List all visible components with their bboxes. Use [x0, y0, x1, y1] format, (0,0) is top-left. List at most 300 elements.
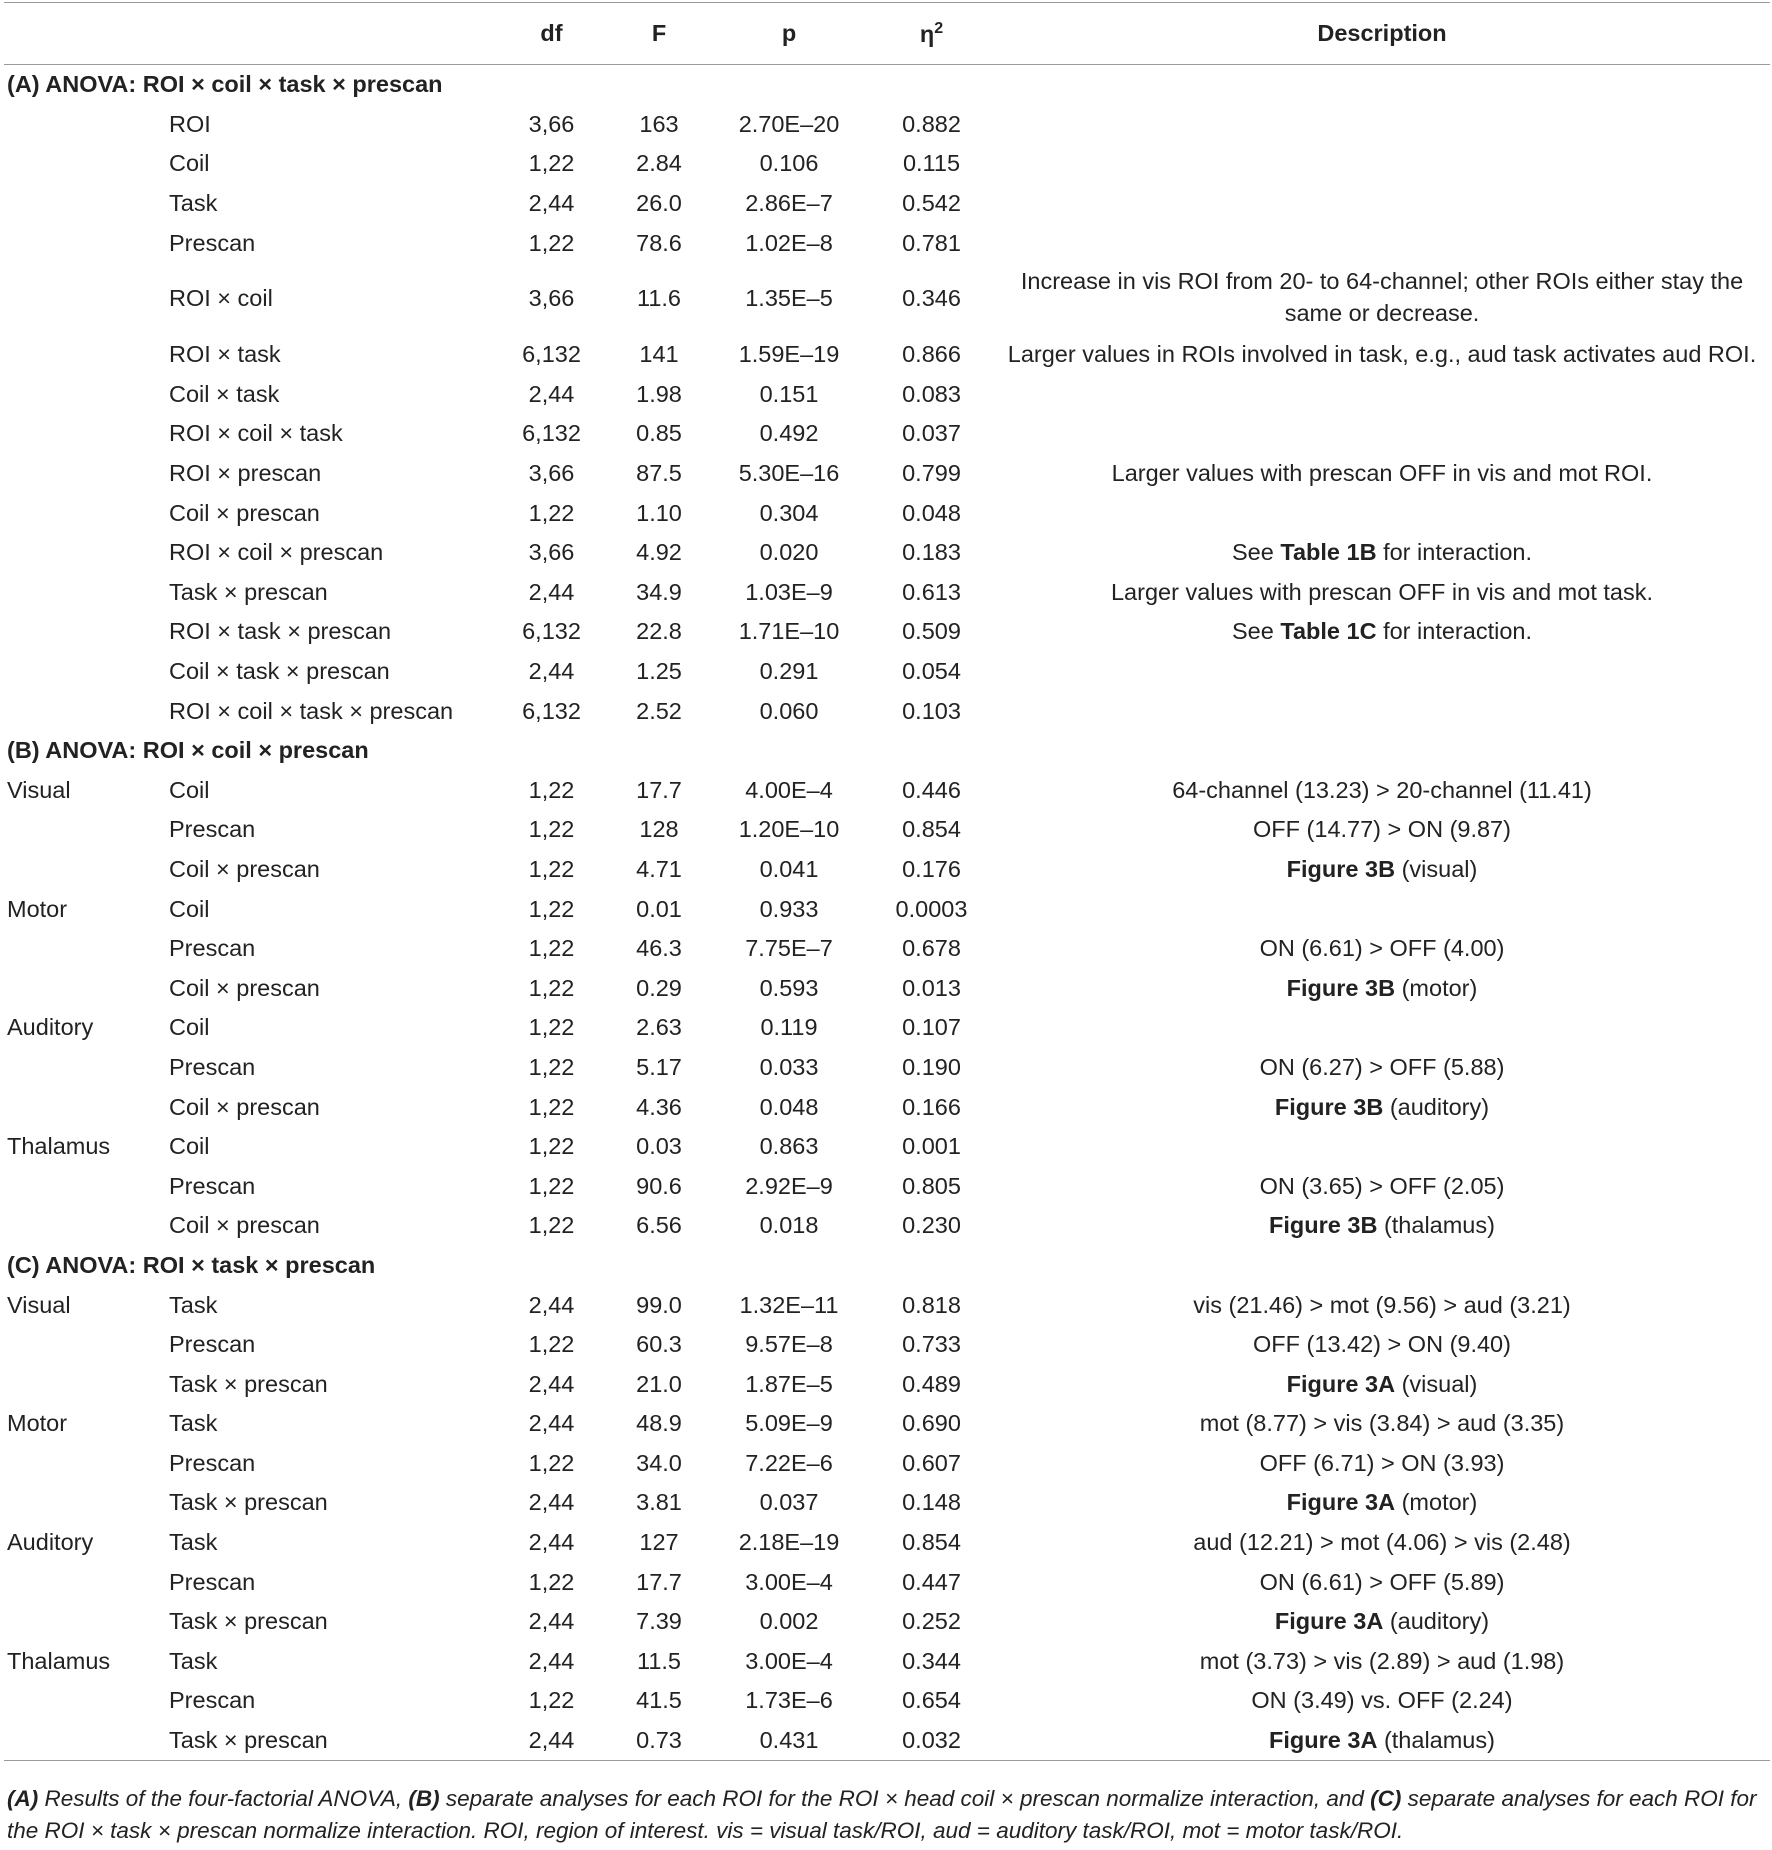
f-value-cell: 4.92: [636, 539, 682, 566]
table-row: [4, 771, 1770, 811]
description-cell: [994, 612, 1770, 652]
description-cell: [994, 810, 1770, 850]
df-cell: 1,22: [528, 776, 575, 803]
eta-squared-cell: 0.509: [902, 618, 961, 645]
description-text: See: [1232, 618, 1281, 645]
effect-cell: Task: [169, 1410, 218, 1437]
p-value-cell: 0.291: [759, 658, 819, 685]
effect-cell: Task × prescan: [169, 1370, 328, 1397]
figure-table-reference: Figure 3A: [1274, 1608, 1384, 1635]
p-value-cell: 0.431: [709, 1721, 869, 1761]
footnote-text: separate analyses for each ROI for the ROI × task × prescan normalize interaction. ROI, region of interest. vis = visual task/ROI, aud = auditory task/ROI, mot = motor task/ROI.: [7, 1786, 1757, 1843]
effect-cell: Coil × task × prescan: [169, 658, 390, 685]
f-value-cell: 0.85: [636, 420, 682, 447]
effect-cell: Prescan: [169, 1449, 256, 1476]
figure-table-reference: Figure 3B: [1269, 1212, 1378, 1239]
p-value-cell: 0.018: [759, 1212, 819, 1239]
df-cell: 1,22: [528, 1133, 575, 1160]
description-cell: [994, 1048, 1770, 1088]
description-text: mot (8.77) > vis (3.84) > aud (3.35): [1199, 1410, 1565, 1437]
table-row: [4, 105, 1770, 145]
p-value-cell: 0.106: [759, 150, 819, 177]
df-cell: 6,132: [522, 618, 581, 645]
p-value-cell: 5.09E–9: [745, 1410, 833, 1437]
eta-squared-cell: 0.107: [902, 1014, 961, 1041]
description-cell: [994, 263, 1770, 335]
header-eta-symbol: η: [919, 20, 935, 47]
f-value-cell: 34.0: [636, 1449, 682, 1476]
table-row: [4, 414, 1770, 454]
figure-table-reference: Table 1B: [1280, 539, 1377, 566]
p-value-cell: 1.32E–11: [739, 1291, 839, 1318]
table-row: [4, 1721, 1770, 1761]
eta-squared-cell: 0.346: [902, 285, 961, 312]
f-value-cell: 2.52: [636, 697, 682, 724]
eta-squared-cell: 0.866: [902, 341, 961, 368]
figure-table-reference: Figure 3A: [1269, 1727, 1378, 1754]
table-row: [4, 1325, 1770, 1365]
df-cell: 2,44: [528, 1529, 575, 1556]
roi-cell: [4, 414, 159, 454]
f-value-cell: 6.56: [636, 1212, 682, 1239]
df-cell: 2,44: [494, 1721, 609, 1761]
table-row: [4, 1642, 1770, 1682]
table-row: [4, 1602, 1770, 1642]
df-cell: 2,44: [528, 578, 575, 605]
anova-results-table: [4, 2, 1770, 1761]
description-text: (motor): [1395, 1489, 1478, 1516]
description-cell: [994, 1325, 1770, 1365]
description-text: ON (3.65) > OFF (2.05): [1259, 1172, 1505, 1199]
header-p: p: [709, 3, 869, 65]
p-value-cell: 1.59E–19: [738, 341, 840, 368]
eta-squared-cell: 0.037: [902, 420, 961, 447]
table-row: [4, 1285, 1770, 1325]
roi-cell: Auditory: [7, 1529, 94, 1556]
p-value-cell: 2.18E–19: [738, 1529, 840, 1556]
effect-cell: Prescan: [169, 1172, 256, 1199]
effect-cell: ROI × coil × task × prescan: [169, 697, 454, 724]
header-roi: [4, 3, 159, 65]
eta-squared-cell: 0.013: [902, 974, 961, 1001]
table-row: [4, 810, 1770, 850]
eta-squared-cell: 0.654: [902, 1687, 961, 1714]
f-value-cell: 87.5: [636, 460, 682, 487]
table-row: [4, 850, 1770, 890]
table-row: [4, 889, 1770, 929]
roi-cell: [4, 454, 159, 494]
eta-squared-cell: 0.103: [902, 697, 961, 724]
header-description: Description: [994, 3, 1770, 65]
description-cell: [994, 184, 1770, 224]
effect-cell: Coil: [169, 1133, 210, 1160]
f-value-cell: 17.7: [636, 1568, 682, 1595]
table-row: [4, 691, 1770, 731]
effect-cell: Task × prescan: [169, 1489, 328, 1516]
p-value-cell: 3.00E–4: [745, 1647, 833, 1674]
roi-cell: [4, 1562, 159, 1602]
footnote-panel-label: (C): [1370, 1786, 1402, 1811]
f-value-cell: 0.29: [636, 974, 682, 1001]
figure-table-reference: Figure 3A: [1286, 1370, 1396, 1397]
footnote-panel-label: (B): [408, 1786, 440, 1811]
f-value-cell: 4.36: [636, 1093, 682, 1120]
figure-table-reference: Figure 3B: [1274, 1093, 1384, 1120]
f-value-cell: 3.81: [636, 1489, 682, 1516]
roi-cell: [4, 612, 159, 652]
f-value-cell: 99.0: [636, 1291, 682, 1318]
roi-cell: [4, 1048, 159, 1088]
df-cell: 1,22: [528, 150, 575, 177]
roi-cell: Visual: [7, 1291, 71, 1318]
p-value-cell: 3.00E–4: [745, 1568, 833, 1595]
eta-squared-cell: 0.542: [902, 190, 961, 217]
eta-squared-cell: 0.447: [902, 1568, 961, 1595]
p-value-cell: 2.86E–7: [745, 190, 833, 217]
f-value-cell: 163: [639, 110, 679, 137]
f-value-cell: 41.5: [636, 1687, 682, 1714]
figure-table-reference: Figure 3B: [1286, 974, 1396, 1001]
description-text: 64-channel (13.23) > 20-channel (11.41): [1172, 776, 1592, 803]
effect-cell: Coil × task: [169, 380, 280, 407]
effect-cell: Task: [169, 1529, 218, 1556]
f-value-cell: 26.0: [636, 190, 682, 217]
df-cell: 6,132: [522, 420, 581, 447]
p-value-cell: 0.304: [759, 499, 819, 526]
eta-squared-cell: 0.805: [902, 1172, 961, 1199]
effect-cell: Prescan: [169, 816, 256, 843]
effect-cell: Coil × prescan: [169, 1093, 320, 1120]
roi-cell: [4, 223, 159, 263]
eta-squared-cell: 0.083: [902, 380, 961, 407]
roi-cell: [4, 1364, 159, 1404]
f-value-cell: 60.3: [636, 1331, 682, 1358]
effect-cell: Prescan: [169, 1053, 256, 1080]
table-row: [4, 493, 1770, 533]
df-cell: 3,66: [528, 285, 575, 312]
description-cell: [994, 1483, 1770, 1523]
eta-squared-cell: 0.230: [902, 1212, 961, 1239]
description-text: (auditory): [1383, 1093, 1490, 1120]
roi-cell: [4, 1483, 159, 1523]
eta-squared-cell: 0.148: [902, 1489, 961, 1516]
description-text: ON (3.49) vs. OFF (2.24): [1251, 1687, 1513, 1714]
p-value-cell: 0.119: [760, 1014, 818, 1041]
header-df: df: [494, 3, 609, 65]
description-cell: [994, 1087, 1770, 1127]
table-row: [4, 929, 1770, 969]
f-value-cell: 7.39: [636, 1608, 682, 1635]
table-row: [4, 1444, 1770, 1484]
description-text: OFF (6.71) > ON (3.93): [1259, 1449, 1505, 1476]
header-effect: [159, 3, 494, 65]
p-value-cell: 9.57E–8: [745, 1331, 833, 1358]
roi-cell: Thalamus: [7, 1647, 111, 1674]
df-cell: 2,44: [528, 380, 575, 407]
description-cell: [994, 1206, 1770, 1246]
roi-cell: Visual: [7, 776, 71, 803]
effect-cell: Coil: [169, 150, 210, 177]
effect-cell: Task × prescan: [169, 578, 328, 605]
df-cell: 2,44: [528, 1370, 575, 1397]
description-text: ON (6.61) > OFF (5.89): [1259, 1568, 1505, 1595]
roi-cell: Auditory: [7, 1014, 94, 1041]
roi-cell: [4, 929, 159, 969]
effect-cell: Coil × prescan: [169, 974, 320, 1001]
description-cell: [994, 573, 1770, 613]
f-value-cell: 90.6: [636, 1172, 682, 1199]
roi-cell: [4, 1206, 159, 1246]
df-cell: 1,22: [528, 1212, 575, 1239]
description-cell: [994, 1642, 1770, 1682]
roi-cell: [4, 105, 159, 145]
f-value-cell: 141: [639, 341, 679, 368]
p-value-cell: 1.03E–9: [745, 578, 833, 605]
table-row: [4, 263, 1770, 335]
table-row: [4, 184, 1770, 224]
section-title: (A) ANOVA: ROI × coil × task × prescan: [7, 71, 443, 98]
df-cell: 1,22: [528, 1687, 575, 1714]
f-value-cell: 46.3: [636, 935, 682, 962]
f-value-cell: 0.03: [636, 1133, 682, 1160]
p-value-cell: 0.033: [759, 1053, 819, 1080]
df-cell: 2,44: [528, 1489, 575, 1516]
p-value-cell: 0.048: [759, 1093, 819, 1120]
table-row: [4, 1523, 1770, 1563]
table-row: [4, 1404, 1770, 1444]
header-eta-superscript: 2: [934, 19, 944, 37]
table-row: [4, 1127, 1770, 1167]
effect-cell: ROI × coil: [169, 285, 273, 312]
roi-cell: [4, 652, 159, 692]
effect-cell: ROI × task × prescan: [169, 618, 392, 645]
roi-cell: [4, 375, 159, 415]
eta-squared-cell: 0.176: [902, 855, 961, 882]
footnote-panel-label: (A): [7, 1786, 39, 1811]
table-row: [4, 1166, 1770, 1206]
effect-cell: Prescan: [169, 1687, 256, 1714]
roi-cell: [4, 573, 159, 613]
f-value-cell: 0.73: [609, 1721, 709, 1761]
effect-cell: ROI: [169, 110, 211, 137]
description-cell: [994, 691, 1770, 731]
description-cell: [994, 335, 1770, 375]
roi-cell: [4, 691, 159, 731]
description-cell: [994, 1008, 1770, 1048]
roi-cell: [4, 968, 159, 1008]
eta-squared-cell: 0.854: [902, 816, 961, 843]
description-cell: [994, 533, 1770, 573]
description-cell: [994, 1602, 1770, 1642]
f-value-cell: 127: [639, 1529, 679, 1556]
effect-cell: Coil × prescan: [169, 1212, 320, 1239]
description-cell: [994, 771, 1770, 811]
effect-cell: Prescan: [169, 229, 256, 256]
eta-squared-cell: 0.446: [902, 776, 961, 803]
roi-cell: Motor: [7, 895, 68, 922]
df-cell: 1,22: [528, 229, 575, 256]
p-value-cell: 0.863: [759, 1133, 819, 1160]
description-cell: [994, 889, 1770, 929]
effect-cell: Coil: [169, 1014, 210, 1041]
table-row: [4, 612, 1770, 652]
df-cell: 3,66: [528, 110, 575, 137]
description-text: ON (6.61) > OFF (4.00): [1259, 935, 1505, 962]
description-text: Increase in vis ROI from 20- to 64-channel; other ROIs either stay the same or decrease.: [1020, 267, 1744, 326]
table-row: [4, 573, 1770, 613]
eta-squared-cell: 0.032: [869, 1721, 994, 1761]
f-value-cell: 78.6: [636, 229, 682, 256]
roi-cell: [4, 810, 159, 850]
eta-squared-cell: 0.344: [902, 1647, 961, 1674]
roi-cell: [4, 263, 159, 335]
table-footnote: [7, 1783, 1767, 1847]
roi-cell: [4, 1721, 159, 1761]
df-cell: 3,66: [528, 460, 575, 487]
roi-cell: [4, 850, 159, 890]
section-header-row: [4, 731, 1770, 771]
eta-squared-cell: 0.054: [902, 658, 961, 685]
effect-cell: Task: [169, 190, 218, 217]
p-value-cell: 0.593: [759, 974, 819, 1001]
eta-squared-cell: 0.183: [902, 539, 961, 566]
description-cell: [994, 223, 1770, 263]
description-cell: [994, 850, 1770, 890]
table-row: [4, 1206, 1770, 1246]
header-f: F: [609, 3, 709, 65]
f-value-cell: 17.7: [636, 776, 682, 803]
description-text: ON (6.27) > OFF (5.88): [1259, 1053, 1505, 1080]
df-cell: 1,22: [528, 935, 575, 962]
p-value-cell: 1.20E–10: [738, 816, 840, 843]
figure-table-reference: Table 1C: [1280, 618, 1377, 645]
table-row: [4, 1562, 1770, 1602]
f-value-cell: 34.9: [636, 578, 682, 605]
effect-cell: Task × prescan: [169, 1608, 328, 1635]
footnote-text: Results of the four-factorial ANOVA,: [38, 1786, 409, 1811]
eta-squared-cell: 0.190: [902, 1053, 961, 1080]
df-cell: 1,22: [528, 1014, 575, 1041]
description-text: (visual): [1395, 1370, 1478, 1397]
df-cell: 1,22: [528, 974, 575, 1001]
table-row: [4, 454, 1770, 494]
eta-squared-cell: 0.115: [902, 150, 961, 177]
effect-cell: ROI × coil × task: [169, 420, 343, 447]
description-text: (thalamus): [1377, 1727, 1495, 1754]
effect-cell: Task: [169, 1647, 218, 1674]
p-value-cell: 7.75E–7: [745, 935, 833, 962]
p-value-cell: 0.041: [759, 855, 819, 882]
p-value-cell: 1.71E–10: [738, 618, 840, 645]
p-value-cell: 0.020: [759, 539, 819, 566]
roi-cell: [4, 1444, 159, 1484]
p-value-cell: 2.70E–20: [738, 110, 840, 137]
description-text: Larger values with prescan OFF in vis and mot ROI.: [1111, 460, 1653, 487]
description-text: mot (3.73) > vis (2.89) > aud (1.98): [1199, 1647, 1565, 1674]
df-cell: 1,22: [528, 1172, 575, 1199]
description-cell: [994, 1721, 1770, 1761]
roi-cell: [4, 533, 159, 573]
df-cell: 1,22: [528, 1331, 575, 1358]
eta-squared-cell: 0.854: [902, 1529, 961, 1556]
description-text: (auditory): [1383, 1608, 1490, 1635]
eta-squared-cell: 0.001: [902, 1133, 961, 1160]
description-cell: [994, 144, 1770, 184]
df-cell: 1,22: [528, 855, 575, 882]
table-row: [4, 1483, 1770, 1523]
f-value-cell: 1.98: [636, 380, 682, 407]
description-text: See: [1232, 539, 1281, 566]
eta-squared-cell: 0.613: [902, 578, 961, 605]
roi-cell: [4, 1602, 159, 1642]
roi-cell: Motor: [7, 1410, 68, 1437]
eta-squared-cell: 0.690: [902, 1410, 961, 1437]
p-value-cell: 0.492: [759, 420, 819, 447]
description-text: Larger values in ROIs involved in task, e.g., aud task activates aud ROI.: [1007, 341, 1757, 368]
effect-cell: Prescan: [169, 1331, 256, 1358]
roi-cell: [4, 1325, 159, 1365]
figure-table-reference: Figure 3A: [1286, 1489, 1396, 1516]
eta-squared-cell: 0.781: [902, 229, 961, 256]
p-value-cell: 4.00E–4: [745, 776, 833, 803]
roi-cell: [4, 1166, 159, 1206]
description-cell: [994, 493, 1770, 533]
effect-cell: ROI × coil × prescan: [169, 539, 384, 566]
description-cell: [994, 968, 1770, 1008]
table-body: [4, 65, 1770, 1761]
df-cell: 2,44: [528, 1291, 575, 1318]
p-value-cell: 5.30E–16: [738, 460, 840, 487]
roi-cell: [4, 335, 159, 375]
description-cell: [994, 454, 1770, 494]
description-text: for interaction.: [1376, 618, 1532, 645]
df-cell: 1,22: [528, 1449, 575, 1476]
description-cell: [994, 1364, 1770, 1404]
effect-cell: Prescan: [169, 1568, 256, 1595]
roi-cell: [4, 144, 159, 184]
description-cell: [994, 1444, 1770, 1484]
eta-squared-cell: 0.818: [902, 1291, 961, 1318]
df-cell: 1,22: [528, 1053, 575, 1080]
p-value-cell: 2.92E–9: [745, 1172, 833, 1199]
description-text: for interaction.: [1376, 539, 1532, 566]
p-value-cell: 0.151: [759, 380, 819, 407]
eta-squared-cell: 0.166: [902, 1093, 961, 1120]
table-row: [4, 968, 1770, 1008]
section-header-row: [4, 65, 1770, 105]
f-value-cell: 48.9: [636, 1410, 682, 1437]
table-row: [4, 1681, 1770, 1721]
effect-cell: Coil × prescan: [169, 499, 320, 526]
eta-squared-cell: 0.0003: [895, 895, 968, 922]
description-text: (thalamus): [1377, 1212, 1495, 1239]
p-value-cell: 0.933: [759, 895, 819, 922]
effect-cell: Prescan: [169, 935, 256, 962]
f-value-cell: 128: [639, 816, 679, 843]
eta-squared-cell: 0.799: [902, 460, 961, 487]
eta-squared-cell: 0.252: [902, 1608, 961, 1635]
description-text: aud (12.21) > mot (4.06) > vis (2.48): [1193, 1529, 1571, 1556]
p-value-cell: 0.002: [759, 1608, 819, 1635]
description-cell: [994, 1127, 1770, 1167]
p-value-cell: 1.87E–5: [745, 1370, 833, 1397]
effect-cell: ROI × task: [169, 341, 281, 368]
df-cell: 6,132: [522, 697, 581, 724]
table-row: [4, 335, 1770, 375]
section-title: (C) ANOVA: ROI × task × prescan: [7, 1251, 376, 1278]
description-text: (motor): [1395, 974, 1478, 1001]
roi-cell: [4, 184, 159, 224]
